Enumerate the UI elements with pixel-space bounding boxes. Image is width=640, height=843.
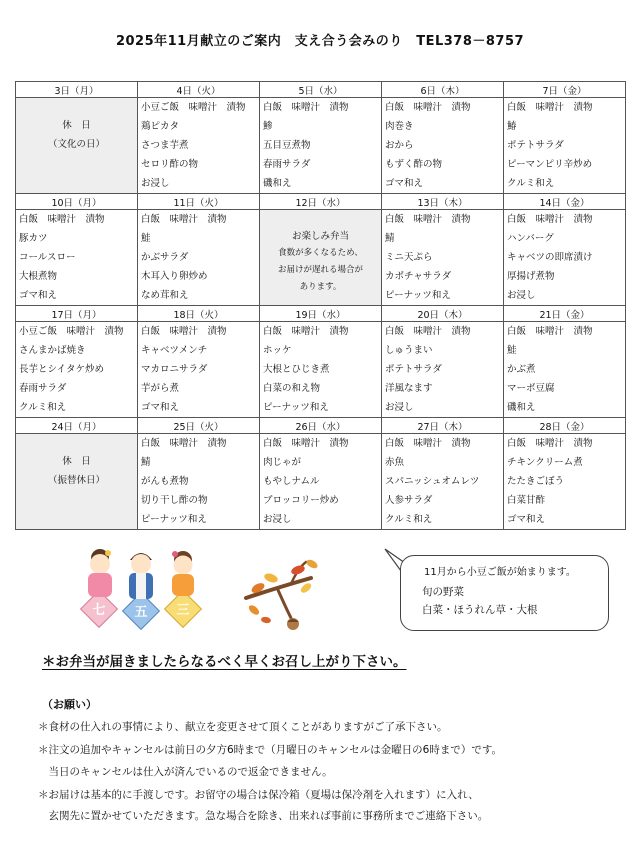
day-header: 19日（水） [260,306,382,322]
menu-dish: チキンクリーム煮 [507,457,583,468]
menu-dish: 春雨サラダ [19,383,67,394]
menu-staples: 白飯 味噌汁 漬物 [263,326,349,337]
menu-dish: 磯和え [507,402,536,413]
day-header: 21日（金） [504,306,626,322]
menu-dish: 芋がら煮 [141,383,180,394]
page-title: 2025年11月献立のご案内 支え合う会みのり TEL378－8757 [115,34,525,49]
menu-dish: クルミ和え [19,402,67,413]
menu-dish: 切り干し酢の物 [141,495,208,506]
request-line: 当日のキャンセルは仕入が済んでいるので返金できません。 [38,766,333,778]
cell-text: 休 日 [62,456,91,467]
menu-staples: 小豆ご飯 味噌汁 漬物 [141,102,246,113]
menu-staples: 白飯 味噌汁 漬物 [263,102,349,113]
menu-dish: ピーナッツ和え [141,514,207,525]
menu-dish: マーボ豆腐 [507,383,555,394]
menu-cell [504,98,626,194]
menu-dish: 木耳入り卵炒め [141,271,208,282]
menu-cell [16,322,138,418]
menu-cell [138,210,260,306]
menu-dish: 五目豆煮物 [263,140,311,151]
menu-cell [382,322,504,418]
menu-dish: 春雨サラダ [263,159,311,170]
day-header: 28日（金） [504,418,626,434]
menu-staples: 小豆ご飯 味噌汁 漬物 [19,326,124,337]
day-header: 5日（水） [260,82,382,98]
eat-promptly-notice: ＊お弁当が届きましたらなるべく早くお召し上がり下さい。 [42,654,407,670]
menu-dish: スパニッシュオムレツ [385,476,480,487]
menu-dish: キャベツの即席漬け [507,252,593,263]
menu-dish: ピーナッツ和え [263,402,329,413]
holiday-cell [16,98,138,194]
menu-dish: なめ茸和え [141,290,189,301]
menu-dish: さつま芋煮 [141,140,189,151]
day-header: 3日（月） [16,82,138,98]
menu-dish: 鯵 [263,121,273,132]
menu-dish: もずく酢の物 [385,159,443,170]
day-header: 24日（月） [16,418,138,434]
menu-dish: 厚揚げ煮物 [507,271,555,282]
requests-title: （お願い） [42,698,97,711]
menu-dish: たたきごぼう [507,476,565,487]
menu-dish: 長芋とシイタケ炒め [19,364,105,375]
menu-dish: 肉巻き [385,121,414,132]
day-header: 25日（火） [138,418,260,434]
menu-dish: 鯖 [141,457,151,468]
menu-calendar [15,81,626,530]
day-header-row [16,418,626,434]
day-header: 14日（金） [504,194,626,210]
menu-staples: 白飯 味噌汁 漬物 [385,326,471,337]
day-header-row [16,194,626,210]
menu-cell [382,210,504,306]
seasonal-veg-label: 旬の野菜 [422,586,464,598]
menu-dish: 洋風なます [385,383,433,394]
request-line: ＊注文の追加やキャンセルは前日の夕方6時まで（月曜日のキャンセルは金曜日の6時まで）です。 [38,744,503,756]
day-header: 11日（火） [138,194,260,210]
menu-cell [260,322,382,418]
svg-text:三: 三 [176,603,190,618]
menu-dish: ポテトサラダ [385,364,442,375]
day-header: 27日（木） [382,418,504,434]
autumn-branch-illustration [236,548,326,636]
day-header: 26日（水） [260,418,382,434]
menu-staples: 白飯 味噌汁 漬物 [507,438,593,449]
holiday-cell [16,434,138,530]
cell-text: （文化の日） [47,139,105,150]
menu-dish: お浸し [507,290,536,301]
menu-dish: ゴマ和え [385,178,424,189]
menu-cell [504,322,626,418]
menu-dish: 白菜の和え物 [263,383,321,394]
menu-row [16,98,626,194]
menu-dish: お浸し [385,402,414,413]
menu-dish: お浸し [263,514,292,525]
menu-dish: クルミ和え [385,514,433,525]
girl-right [172,551,194,596]
menu-dish: おから [385,140,414,151]
day-header: 18日（火） [138,306,260,322]
day-header: 13日（木） [382,194,504,210]
menu-dish: ピーナッツ和え [385,290,451,301]
menu-dish: さんまかば焼き [19,345,86,356]
menu-staples: 白飯 味噌汁 漬物 [507,102,593,113]
menu-dish: お浸し [141,178,170,189]
menu-dish: ポテトサラダ [507,140,564,151]
day-header: 20日（木） [382,306,504,322]
menu-staples: 白飯 味噌汁 漬物 [141,438,227,449]
request-line: ＊食材の仕入れの事情により、献立を変更させて頂くことがありますがご了承下さい。 [38,721,448,733]
request-line: ＊お届けは基本的に手渡しです。お留守の場合は保冷箱（夏場は保冷剤を入れます）に入れ、 [38,789,479,801]
menu-dish: カボチャサラダ [385,271,452,282]
day-header: 6日（木） [382,82,504,98]
menu-dish: 白菜甘酢 [507,495,546,506]
menu-cell [504,210,626,306]
menu-cell [138,434,260,530]
menu-staples: 白飯 味噌汁 漬物 [141,214,227,225]
menu-dish: 赤魚 [385,457,405,468]
request-line: 玄関先に置かせていただきます。急な場合を除き、出来れば事前に事務所までご連絡下さい。 [38,810,489,822]
menu-dish: コールスロー [19,252,76,263]
cell-text: お届けが遅れる場合が [277,265,363,275]
menu-cell [260,434,382,530]
menu-dish: 鰆 [507,121,517,132]
cell-text: 休 日 [62,120,91,131]
girl-left [88,549,112,597]
menu-cell [260,98,382,194]
menu-dish: ミニ天ぷら [385,252,433,263]
boy-middle [129,553,153,599]
menu-dish: 肉じゃが [263,457,302,468]
menu-row [16,322,626,418]
menu-dish: しゅうまい [385,345,433,356]
day-header: 10日（月） [16,194,138,210]
menu-staples: 白飯 味噌汁 漬物 [141,326,227,337]
shichigosan-illustration [78,540,204,632]
menu-dish: ピーマンピリ辛炒め [507,159,593,170]
menu-cell [138,322,260,418]
menu-dish: ハンバーグ [507,233,554,244]
menu-dish: かぶサラダ [141,252,189,263]
cell-text: （振替休日） [47,475,105,486]
svg-text:五: 五 [134,605,148,620]
menu-dish: クルミ和え [507,178,555,189]
menu-dish: もやしナムル [263,476,320,487]
azuki-rice-notice: 11月から小豆ご飯が始まります。 [424,567,576,578]
day-header-row [16,82,626,98]
menu-dish: 鯖 [385,233,395,244]
menu-dish: 鶏ピカタ [141,121,180,132]
day-header: 7日（金） [504,82,626,98]
cell-text: お楽しみ弁当 [291,231,349,242]
menu-staples: 白飯 味噌汁 漬物 [385,214,471,225]
menu-cell [16,210,138,306]
menu-staples: 白飯 味噌汁 漬物 [263,438,349,449]
menu-staples: 白飯 味噌汁 漬物 [507,214,593,225]
menu-dish: 鮭 [507,345,517,356]
menu-dish: セロリ酢の物 [141,159,199,170]
svg-text:七: 七 [92,603,106,618]
menu-dish: ゴマ和え [507,514,546,525]
menu-dish: ホッケ [263,345,292,356]
seasonal-veg-list: 白菜・ほうれん草・大根 [422,604,538,616]
menu-staples: 白飯 味噌汁 漬物 [507,326,593,337]
menu-dish: マカロニサラダ [141,364,208,375]
menu-staples: 白飯 味噌汁 漬物 [385,102,471,113]
menu-dish: ゴマ和え [19,290,58,301]
menu-dish: キャベツメンチ [141,345,208,356]
menu-row [16,210,626,306]
menu-dish: ゴマ和え [141,402,180,413]
day-header: 12日（水） [260,194,382,210]
menu-dish: 磯和え [263,178,292,189]
menu-dish: 鮭 [141,233,151,244]
menu-dish: 大根煮物 [19,271,58,282]
menu-dish: がんも煮物 [141,476,189,487]
cell-text: 食数が多くなるため、 [278,248,363,258]
menu-dish: 大根とひじき煮 [263,364,330,375]
menu-staples: 白飯 味噌汁 漬物 [385,438,471,449]
cell-text: あります。 [299,282,342,292]
menu-dish: 豚カツ [19,233,48,244]
day-header-row [16,306,626,322]
san-tag [165,591,202,628]
menu-dish: 人参サラダ [385,495,433,506]
day-header: 17日（月） [16,306,138,322]
menu-dish: ブロッコリー炒め [263,495,339,506]
menu-row [16,434,626,530]
menu-dish: かぶ煮 [507,364,536,375]
menu-staples: 白飯 味噌汁 漬物 [19,214,105,225]
menu-cell [382,98,504,194]
menu-cell [504,434,626,530]
menu-cell [382,434,504,530]
special-bento-cell [260,210,382,306]
menu-cell [138,98,260,194]
day-header: 4日（火） [138,82,260,98]
